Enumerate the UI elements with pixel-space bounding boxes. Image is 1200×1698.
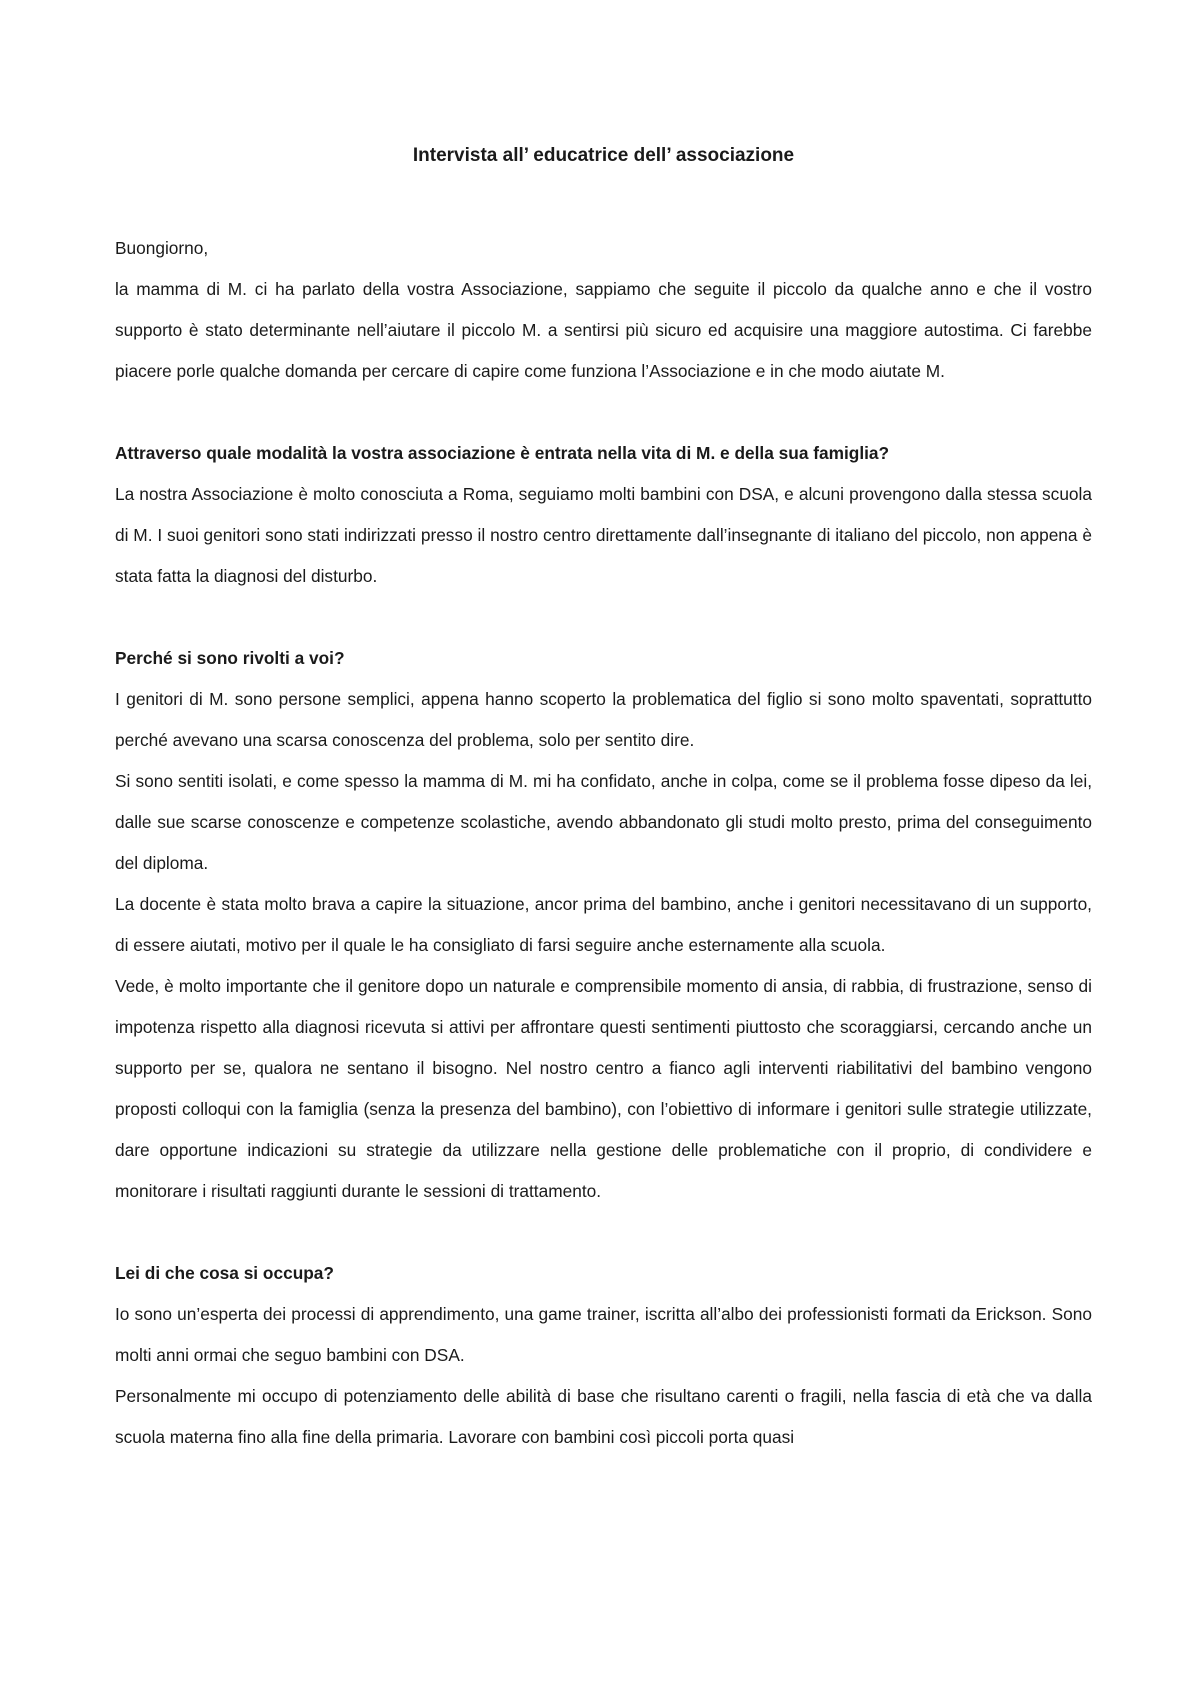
answer-2-paragraph-1: I genitori di M. sono persone semplici, appena hanno scoperto la problematica del figlio si sono molto spaventati, soprattutto perché avevano una scarsa conoscenza del problema, solo per sentito dire. xyxy=(115,689,1092,750)
section-spacer xyxy=(115,392,1092,433)
answer-1-paragraph-1: La nostra Associazione è molto conosciuta a Roma, seguiamo molti bambini con DSA, e alcuni provengono dalla stessa scuola di M. I suoi genitori sono stati indirizzati presso il nostro centro direttamente dall’insegnante di italiano del piccolo, non appena è stata fatta la diagnosi del disturbo. xyxy=(115,484,1092,586)
question-3: Lei di che cosa si occupa? xyxy=(115,1263,334,1283)
question-2: Perché si sono rivolti a voi? xyxy=(115,648,345,668)
document-title: Intervista all’ educatrice dell’ associazione xyxy=(412,145,795,166)
answer-3-paragraph-1: Io sono un’esperta dei processi di apprendimento, una game trainer, iscritta all’albo dei professionisti formati da Erickson. Sono molti anni ormai che seguo bambini con DSA. xyxy=(115,1304,1092,1365)
answer-2-paragraph-4: Vede, è molto importante che il genitore dopo un naturale e comprensibile momento di ansia, di rabbia, di frustrazione, senso di impotenza rispetto alla diagnosi ricevuta si attivi per affrontare questi sentimenti piuttosto che scoraggiarsi, cercando anche un supporto per se, qualora ne sentano il bisogno. Nel nostro centro a fianco agli interventi riabilitativi del bambino vengono proposti colloqui con la famiglia (senza la presenza del bambino), con l’obiettivo di informare i genitori sulle strategie utilizzate, dare opportune indicazioni su strategie da utilizzare nella gestione delle problematiche con il proprio, di condividere e monitorare i risultati raggiunti durante le sessioni di trattamento. xyxy=(115,976,1092,1201)
answer-3-paragraph-2: Personalmente mi occupo di potenziamento delle abilità di base che risultano carenti o fragili, nella fascia di età che va dalla scuola materna fino alla fine della primaria. Lavorare con bambini così piccoli porta quasi xyxy=(115,1386,1092,1447)
intro-greeting: Buongiorno, xyxy=(115,238,209,258)
intro-text: la mamma di M. ci ha parlato della vostra Associazione, sappiamo che seguite il piccolo da qualche anno e che il vostro supporto è stato determinante nell’aiutare il piccolo M. a sentirsi più sicuro ed acquisire una maggiore autostima. Ci farebbe piacere porle qualche domanda per cercare di capire come funziona l’Associazione e in che modo aiutate M. xyxy=(115,279,1092,381)
answer-2-paragraph-3: La docente è stata molto brava a capire la situazione, ancor prima del bambino, anche i genitori necessitavano di un supporto, di essere aiutati, motivo per il quale le ha consigliato di farsi seguire anche esternamente alla scuola. xyxy=(115,894,1092,955)
document-body xyxy=(115,228,1092,1458)
section-spacer xyxy=(115,597,1092,638)
section-spacer xyxy=(115,1212,1092,1253)
question-1: Attraverso quale modalità la vostra associazione è entrata nella vita di M. e della sua famiglia? xyxy=(115,443,890,463)
answer-2-paragraph-2: Si sono sentiti isolati, e come spesso la mamma di M. mi ha confidato, anche in colpa, come se il problema fosse dipeso da lei, dalle sue scarse conoscenze e competenze scolastiche, avendo abbandonato gli studi molto presto, prima del conseguimento del diploma. xyxy=(115,771,1092,873)
